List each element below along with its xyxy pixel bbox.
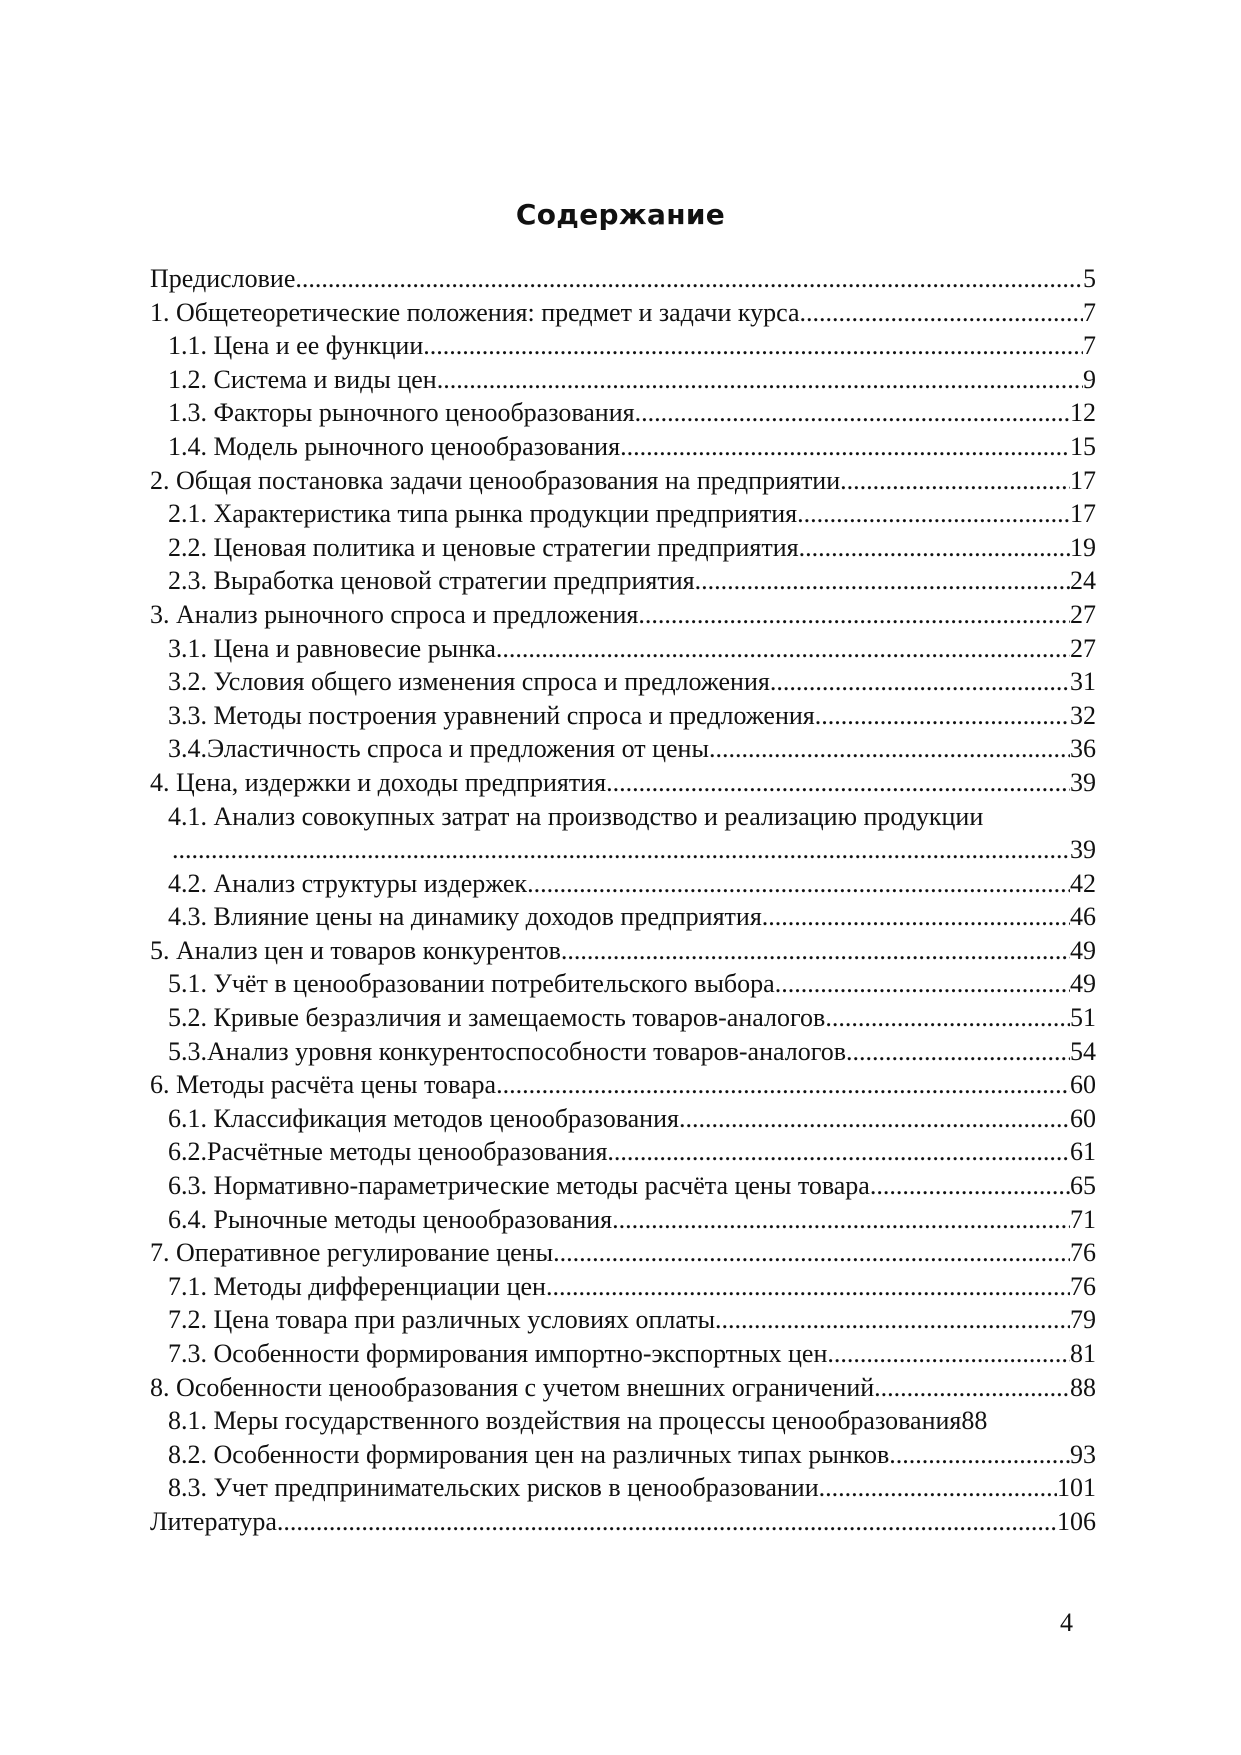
toc-entry[interactable]: 2. Общая постановка задачи ценообразования на предприятии ..... 17 — [150, 464, 1096, 498]
table-of-contents — [150, 262, 1096, 1539]
toc-entry[interactable]: 8. Особенности ценообразования с учетом внешних ограничений ..... 88 — [150, 1371, 1096, 1405]
toc-entry[interactable]: 3.2. Условия общего изменения спроса и предложения ..... 31 — [150, 665, 1096, 699]
toc-entry[interactable]: 8.2. Особенности формирования цен на различных типах рынков ..... 93 — [150, 1438, 1096, 1472]
toc-entry[interactable]: 1. Общетеоретические положения: предмет и задачи курса ..... 7 — [150, 296, 1096, 330]
toc-entry[interactable]: 7.3. Особенности формирования импортно-экспортных цен ..... 81 — [150, 1337, 1096, 1371]
toc-entry[interactable]: 4.3. Влияние цены на динамику доходов предприятия ..... 46 — [150, 900, 1096, 934]
toc-entry[interactable]: 1.4. Модель рыночного ценообразования ..... 15 — [150, 430, 1096, 464]
toc-entry[interactable]: 7. Оперативное регулирование цены ..... 76 — [150, 1236, 1096, 1270]
toc-entry[interactable]: 4.2. Анализ структуры издержек ..... 42 — [150, 867, 1096, 901]
toc-entry[interactable]: 6.1. Классификация методов ценообразования ..... 60 — [150, 1102, 1096, 1136]
toc-entry[interactable]: 6.2.Расчётные методы ценообразования ..... 61 — [150, 1135, 1096, 1169]
toc-entry[interactable]: 3.4.Эластичность спроса и предложения от цены ..... 36 — [150, 732, 1096, 766]
page-number: 4 — [1060, 1608, 1073, 1637]
toc-entry[interactable]: Предисловие ..... 5 — [150, 262, 1096, 296]
toc-entry[interactable]: 1.1. Цена и ее функции ..... 7 — [150, 329, 1096, 363]
toc-entry[interactable]: 8.1. Меры государственного воздействия на процессы ценообразования 88 — [168, 1406, 988, 1436]
toc-entry[interactable]: 3. Анализ рыночного спроса и предложения ..... 27 — [150, 598, 1096, 632]
toc-entry[interactable]: 3.3. Методы построения уравнений спроса и предложения ..... 32 — [150, 699, 1096, 733]
toc-entry[interactable]: 6. Методы расчёта цены товара ..... 60 — [150, 1068, 1096, 1102]
toc-entry[interactable]: 5.3.Анализ уровня конкурентоспособности товаров-аналогов ..... 54 — [150, 1035, 1096, 1069]
toc-entry[interactable]: 5.2. Кривые безразличия и замещаемость товаров-аналогов ..... 51 — [150, 1001, 1096, 1035]
toc-entry[interactable]: 4. Цена, издержки и доходы предприятия ..... 39 — [150, 766, 1096, 800]
toc-entry-wrapped-line1[interactable]: 4.1. Анализ совокупных затрат на производство и реализацию продукции — [168, 801, 984, 831]
toc-entry[interactable]: 2.2. Ценовая политика и ценовые стратегии предприятия ..... 19 — [150, 531, 1096, 565]
toc-entry[interactable]: 5.1. Учёт в ценообразовании потребительского выбора ..... 49 — [150, 967, 1096, 1001]
toc-entry[interactable]: 8.3. Учет предпринимательских рисков в ценообразовании ..... 101 — [150, 1471, 1096, 1505]
toc-entry-wrapped-line2[interactable]: ..... 39 — [150, 833, 1096, 867]
toc-entry[interactable]: 6.4. Рыночные методы ценообразования ..... 71 — [150, 1203, 1096, 1237]
toc-entry[interactable]: 5. Анализ цен и товаров конкурентов ..... 49 — [150, 934, 1096, 968]
toc-entry[interactable]: 7.1. Методы дифференциации цен ..... 76 — [150, 1270, 1096, 1304]
toc-entry[interactable]: 6.3. Нормативно-параметрические методы расчёта цены товара ..... 65 — [150, 1169, 1096, 1203]
toc-entry[interactable]: 3.1. Цена и равновесие рынка ..... 27 — [150, 632, 1096, 666]
toc-entry[interactable]: 1.2. Система и виды цен ..... 9 — [150, 363, 1096, 397]
page-title: Содержание — [515, 198, 726, 231]
toc-entry[interactable]: 2.3. Выработка ценовой стратегии предприятия ..... 24 — [150, 564, 1096, 598]
toc-entry[interactable]: 2.1. Характеристика типа рынка продукции предприятия ..... 17 — [150, 497, 1096, 531]
toc-entry[interactable]: 1.3. Факторы рыночного ценообразования ..... 12 — [150, 396, 1096, 430]
toc-entry[interactable]: 7.2. Цена товара при различных условиях оплаты ..... 79 — [150, 1303, 1096, 1337]
toc-entry[interactable]: Литература ..... 106 — [150, 1505, 1096, 1539]
